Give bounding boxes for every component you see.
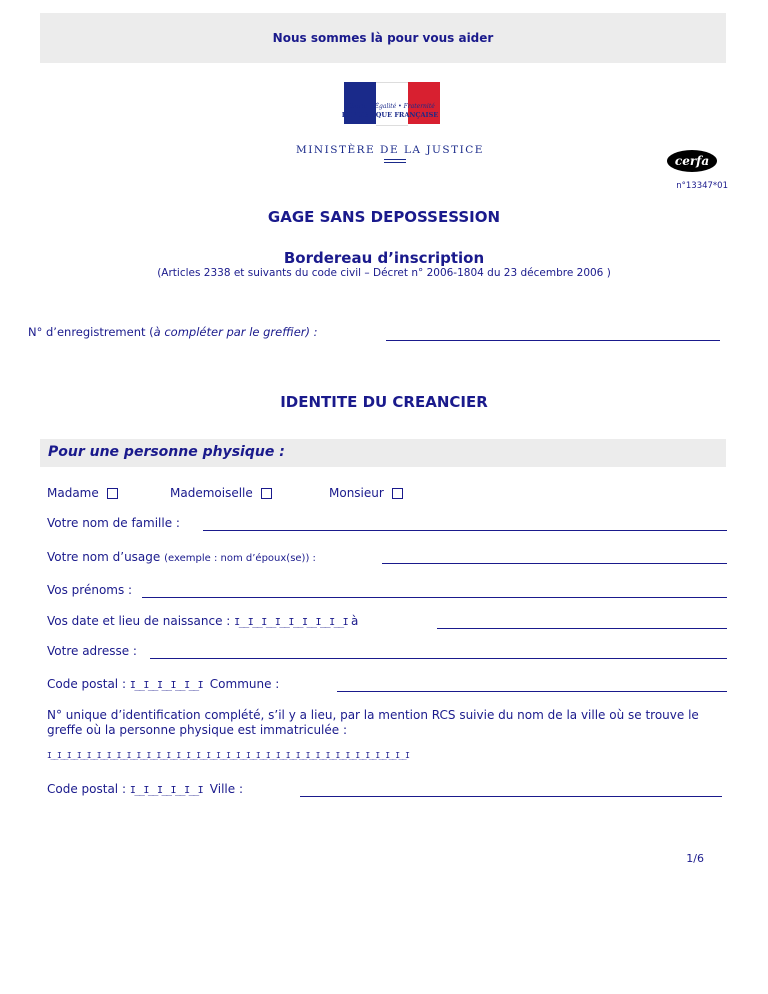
address-label: Votre adresse : [47, 644, 137, 658]
form-title: GAGE SANS DEPOSSESSION [267, 208, 501, 226]
section-title: IDENTITE DU CREANCIER [280, 393, 488, 411]
civility-mademoiselle: Mademoiselle [170, 486, 272, 500]
address-field[interactable] [150, 658, 727, 659]
logo-republic: RÉPUBLIQUE FRANÇAISE [341, 111, 439, 119]
madame-checkbox[interactable] [107, 488, 118, 499]
civility-madame: Madame [47, 486, 118, 500]
family-name-field[interactable] [203, 530, 727, 531]
person-section-header [40, 439, 726, 467]
ville-field[interactable] [300, 796, 722, 797]
civility-monsieur: Monsieur [329, 486, 403, 500]
siren-cells[interactable]: I__I__I__I__I__I__I__I__I__I__I__I__I__I__I__I__I__I__I__I__I__I__I__I__I__I__I__I__I__I__I__I__I__I__I__I__I [47, 751, 409, 760]
postal-label: Code postal : I__I__I__I__I__I Commune : [47, 677, 280, 691]
registration-field[interactable] [386, 340, 720, 341]
usage-name-label: Votre nom d’usage (exemple : nom d’époux(se)) : [47, 550, 316, 564]
logo-rule [384, 159, 406, 160]
first-names-label: Vos prénoms : [47, 583, 133, 597]
logo-ministry: MINISTÈRE DE LA JUSTICE [296, 144, 484, 156]
form-subtitle: Bordereau d’inscription [283, 249, 485, 267]
birth-date-cells[interactable]: I__I__I__I__I__I__I__I__I [234, 617, 348, 628]
cerfa-number: n°13347*01 [676, 181, 728, 191]
legal-reference: (Articles 2338 et suivants du code civil – Décret n° 2006-1804 du 23 décembre 2006 ) [157, 267, 611, 279]
birth-label: Vos date et lieu de naissance : I__I__I__I__I__I__I__I__I à [47, 614, 359, 628]
mademoiselle-checkbox[interactable] [261, 488, 272, 499]
logo-motto: Liberté • Égalité • Fraternité [345, 103, 435, 110]
monsieur-checkbox[interactable] [392, 488, 403, 499]
help-banner [40, 13, 726, 63]
page-number: 1/6 [686, 852, 704, 865]
person-heading: Pour une personne physique : [48, 444, 285, 460]
usage-name-field[interactable] [382, 563, 727, 564]
postal-code-cells[interactable]: I__I__I__I__I__I [129, 680, 203, 691]
registration-label: N° d’enregistrement (à compléter par le greffier) : [28, 325, 318, 339]
postal2-label: Code postal : I__I__I__I__I__I Ville : [47, 782, 243, 796]
commune-field[interactable] [337, 691, 727, 692]
family-name-label: Votre nom de famille : [47, 516, 180, 530]
cerfa-logo: cerfa [667, 150, 717, 172]
help-banner-text: Nous sommes là pour vous aider [272, 31, 494, 45]
logo-rule [384, 162, 406, 163]
birth-place-field[interactable] [437, 628, 727, 629]
ministry-logo [282, 78, 498, 168]
postal2-code-cells[interactable]: I__I__I__I__I__I [129, 785, 203, 796]
siren-label: N° unique d’identification complété, s’il y a lieu, par la mention RCS suivie du nom de la ville où se trouve le greffe où la personne physique est immatriculée : [47, 708, 699, 737]
first-names-field[interactable] [142, 597, 727, 598]
